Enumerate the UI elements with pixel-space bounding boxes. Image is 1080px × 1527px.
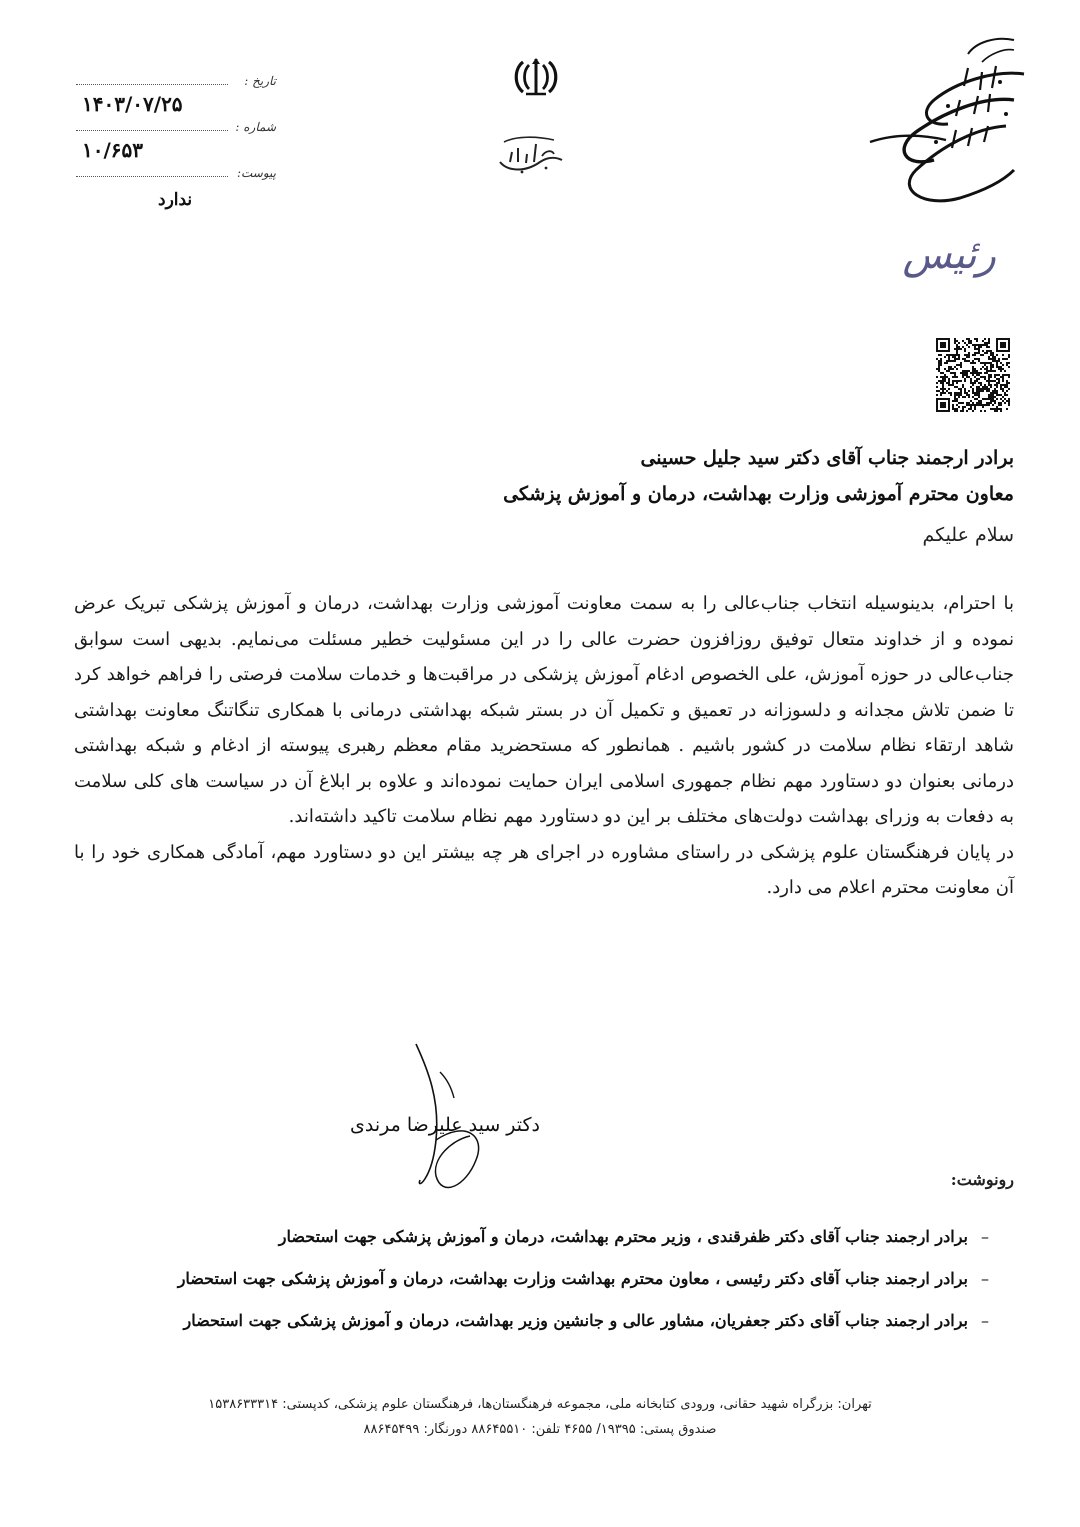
addressee-name: برادر ارجمند جناب آقای دکتر سید جلیل حسینی — [640, 447, 1014, 469]
number-label: شماره : — [235, 120, 276, 134]
date-label: تاریخ : — [244, 74, 276, 88]
letterhead-title: رئیس — [902, 232, 996, 278]
body-paragraph: با احترام، بدینوسیله انتخاب جناب‌عالی را به سمت معاونت آموزشی وزارت بهداشت، درمان و آموزش پزشکی تبریک عرض نموده و از خداوند متعال توفیق روزافزون حضرت عالی را در این مسئولیت خطیر مسئلت می‌نمایم. بدیهی است سوابق جناب‌عالی در حوزه آموزش، علی الخصوص ادغام آموزش پزشکی در مراقبت‌ها و خدمات سلامت فرصتی را فراهم خواهد کرد تا ضمن تلاش مجدانه و دلسوزانه در تعمیق و تکمیل آن در بستر شبکه بهداشتی درمانی با همکاری تنگاتنگ معاونت بهداشتی شاهد ارتقاء نظام سلامت در کشور باشیم . همانطور که مستحضرید مقام معظم رهبری پیوسته از ادغام و شبکه بهداشتی درمانی بعنوان دو دستاورد مهم نظام جمهوری اسلامی ایران حمایت نموده‌اند و علاوه بر ابلاغ آن در سیاست های کلی سلامت به دفعات به وزرای بهداشت دولت‌های مختلف بر این دو دستاورد مهم نظام سلامت تاکید داشته‌اند. — [74, 593, 1014, 827]
date-row — [76, 70, 276, 92]
cc-block — [74, 1168, 1014, 1342]
cc-title: رونوشت: — [950, 1170, 1014, 1189]
footer-address: تهران: بزرگراه شهید حقانی، ورودی کتابخانه ملی، مجموعه فرهنگستان‌ها، فرهنگستان علوم پزشکی، کدپستی: ۱۵۳۸۶۳۳۳۱۴ — [208, 1397, 872, 1412]
basmala-calligraphy — [496, 132, 566, 180]
attachment-label: پیوست: — [236, 166, 276, 180]
attachment-row — [76, 162, 276, 184]
number-value: ۱۰/۶۵۳ — [82, 138, 144, 162]
addressee-block — [74, 440, 1014, 558]
attachment-value: ندارد — [158, 190, 193, 210]
cc-item: –برادر ارجمند جناب آقای دکتر ظفرقندی ، وزیر محترم بهداشت، درمان و آموزش پزشکی جهت استحضار — [278, 1227, 989, 1246]
cc-item: –برادر ارجمند جناب آقای دکتر رئیسی ، معاون محترم بهداشت وزارت بهداشت، درمان و آموزش پزشکی جهت استحضار — [177, 1269, 989, 1288]
academy-logo — [864, 30, 1034, 216]
letter-footer — [100, 1392, 980, 1442]
letter-body — [74, 586, 1014, 906]
qr-code-icon — [936, 338, 1010, 412]
body-paragraph: در پایان فرهنگستان علوم پزشکی در راستای مشاوره در اجرای هر چه بیشتر این دو دستاورد مهم، آمادگی همکاری خود را با آن معاونت محترم اعلام می دارد. — [74, 841, 1014, 898]
iran-emblem-icon — [511, 56, 561, 98]
letter-meta — [76, 70, 276, 214]
footer-contact: صندوق پستی: ۱۹۳۹۵/ ۴۶۵۵ تلفن: ۸۸۶۴۵۵۱۰ دورنگار: ۸۸۶۴۵۴۹۹ — [363, 1422, 717, 1437]
number-row — [76, 116, 276, 138]
signatory-name: دکتر سید علیرضا مرندی — [349, 1114, 541, 1136]
salutation: سلام علیکم — [922, 524, 1014, 546]
cc-list — [74, 1216, 1014, 1342]
date-value: ۱۴۰۳/۰۷/۲۵ — [82, 92, 183, 116]
addressee-position: معاون محترم آموزشی وزارت بهداشت، درمان و آموزش پزشکی — [503, 483, 1014, 505]
cc-item: –برادر ارجمند جناب آقای دکتر جعفریان، مشاور عالی و جانشین وزیر بهداشت، درمان و آموزش پزشکی جهت استحضار — [183, 1311, 989, 1330]
